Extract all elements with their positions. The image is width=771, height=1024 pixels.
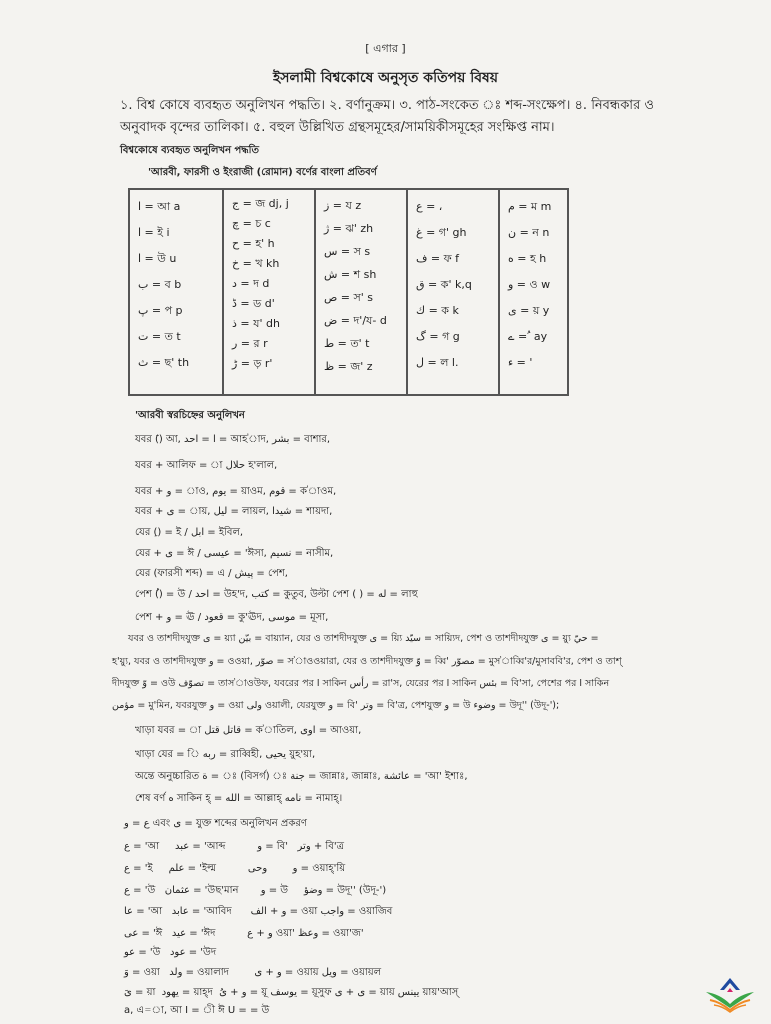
page-number: [ এগার ] <box>365 42 406 55</box>
table-cell: س = স s <box>324 245 371 258</box>
vowel-line: যবর + و = াও, يوم = য়াওম, قوم = ক'াওম, <box>135 486 337 497</box>
table-cell: ر = র r <box>232 337 268 350</box>
ain-line: ع = 'ই علم = 'ইল্ম و وحى = ওয়াহ্'য়ি <box>124 863 346 874</box>
shadda-line: مؤمن = মু'মিন, যবরযুক্ত و = ওয়া ولى ওয়ালী, যেরযুক্ত و = বি' وتر = বি'ত্র, পেশযুক্ত و = উ وضوء = উদূ'' (উদূ-'); <box>112 700 560 711</box>
table-cell: ڈ = ড d' <box>232 297 275 310</box>
table-cell: م = ম m <box>508 200 552 213</box>
table-cell: ط = ত' t <box>324 337 370 350</box>
table-cell: ص = স' s <box>324 291 374 304</box>
table-cell: ل = ল l. <box>416 356 459 369</box>
vowel-heading: 'আরবী স্বরচিহ্নের অনুলিখন <box>135 410 245 421</box>
shadda-line: হ'য়্যু, যবর ও তাশদীদযুক্ত و = ওওয়া, صوّر = স'াওওয়ারা, যের ও তাশদীদযুক্ত وّ = ব্বি' مصوّر = মুস'াব্বি'র/মুসাববি'র, পেশ ও তাশ্ <box>112 656 622 667</box>
vowel-line: যের + ى = ঈ / عيسى = 'ঈসা, نسيم = নাসীম, <box>135 548 334 559</box>
table-cell: ز = য z <box>324 199 362 212</box>
table-cell: ظ = জ' z <box>324 360 373 373</box>
table-cell: ن = ন n <box>508 226 550 239</box>
table-cell: ش = শ sh <box>324 268 377 281</box>
table-cell: ض = দ'/য- d <box>324 314 387 327</box>
vowel-line: যবর + ى = ায়, ليل = লায়ল, شيدا = শায়দা, <box>135 506 333 517</box>
ain-line: a, এ=া, আ I = ী ঈ U = = উ <box>124 1005 270 1016</box>
vowel-line: যের (ِ) = ই / ابل = ইবিল, <box>135 527 244 538</box>
table-cell: ت = ত t <box>138 330 181 343</box>
transliteration-table <box>128 188 569 396</box>
table-cell: ق = ক' k,q <box>416 278 472 291</box>
ain-line: ع = 'আ عبد = 'আব্দ و = বি' وتر + বি'ত্র <box>124 841 344 852</box>
table-cell: ى = য় y <box>508 304 550 317</box>
table-cell: ا = উ u <box>138 252 177 265</box>
table-cell: ه = হ h <box>508 252 547 265</box>
table-column-1 <box>129 189 223 395</box>
misc-line: অন্তে অনুচ্চারিত ة = ঃ (বিসর্গ) ঃ جنة = জান্নাঃ, জান্নাঃ, عائشة = 'আ' ইশাঃ, <box>135 771 468 782</box>
ain-line: ع = 'উ عثمان = 'উছ'মান و = উ وضؤ = উদূ'' (উদূ-') <box>124 885 387 896</box>
shadda-line: দীদযুক্ত وّ = ওউ تصوّف = তাস'াওউফ, যবরের পর ا সাকিন رأس = রা'স, যেরের পর ا সাকিন بئس = বি'সা, পেশের পর ا সাকিন <box>112 678 610 689</box>
table-cell: ذ = য' dh <box>232 317 280 330</box>
ain-line: عى = 'ঈ عيد = 'ঈদ و + ع ওয়া' وعظ = ওয়া'জ' <box>124 928 364 939</box>
table-cell: ے = ُ ay <box>508 330 548 343</box>
table-cell: ا = আ a <box>138 200 181 213</box>
intro-line-1: ১. বিশ্ব কোষে ব্যবহৃত অনুলিখন পদ্ধতি। ২. বর্ণানুক্রম। ৩. পাঠ-সংকেত ঃ শব্দ-সংক্ষেপ। ৪. নিবন্ধকার ও <box>120 98 654 113</box>
table-caption: 'আরবী, ফারসী ও ইংরাজী (রোমান) বর্ণের বাংলা প্রতিবর্ণ <box>148 167 377 178</box>
table-cell: ف = ফ f <box>416 252 460 265</box>
table-column-4 <box>407 189 499 395</box>
table-cell: چ = চ c <box>232 217 271 230</box>
vowel-line: যবর + আলিফ = া حلال হ'লাল, <box>135 460 278 471</box>
table-cell: خ = খ kh <box>232 257 280 270</box>
misc-line: খাড়া যবর = া قاتل قتل = ক'াতিল, اوى = আওয়া, <box>135 725 362 736</box>
table-cell: د = দ d <box>232 277 270 290</box>
ain-line: عا = 'আ عابد = 'আবিদ و + الف = ওয়া واجب = ওয়াজিব <box>124 906 393 917</box>
vowel-line: পেশ + و = ঊ / قعود = কু'ঊদ, موسى = মূসা, <box>135 612 329 623</box>
section-heading: বিশ্বকোষে ব্যবহৃত অনুলিখন পদ্ধতি <box>120 145 260 156</box>
table-column-2 <box>223 189 315 395</box>
table-cell: ح = হ' h <box>232 237 275 250</box>
ain-line: وَ = ওয়া ولد = ওয়ালাদ و + ى = ওয়ায় ويل = ওয়ায়ল <box>124 967 382 978</box>
table-cell: و = ও w <box>508 278 551 291</box>
misc-line: খাড়া যের = ি ربه = রাব্বিহী, يحيى য়ুহ'য়া, <box>135 749 316 760</box>
page-title: ইসলামী বিশ্বকোষে অনুসৃত কতিপয় বিষয় <box>273 70 498 86</box>
misc-line: শেষ বর্ণ ه সাকিন হ্ = الله = আল্লাহ্ نامه = নামাহ্। <box>135 793 343 804</box>
table-column-5 <box>499 189 568 395</box>
table-cell: ڑ = ড় r' <box>232 357 273 370</box>
intro-line-2: অনুবাদক বৃন্দের তালিকা। ৫. বহুল উল্লিখিত গ্রন্থসমূহের/সাময়িকীসমূহের সংক্ষিপ্ত নাম। <box>120 120 555 135</box>
table-cell: گ = গ g <box>416 330 460 343</box>
table-cell: ع = ، <box>416 200 443 213</box>
table-cell: ا = ই i <box>138 226 170 239</box>
vowel-line: যের (ফারসী শব্দ) = এ / پيش = পেশ, <box>135 568 288 579</box>
vowel-line: পেশ (ُ) = উ / احد = উহ'দ, كتب = কুতুব, উল্টা পেশ ( ) = له = লাহু <box>135 589 418 600</box>
book-logo-icon <box>698 974 762 1014</box>
table-cell: ء = ' <box>508 356 533 369</box>
table-cell: ث = ছ' th <box>138 356 190 369</box>
ain-line: ىَ = য়া يهود = য়াহ্দ و + ىُ = য়ূ يوسف = য়ূসুফ ى + ى = য়ায় يينس য়ায়'আস্ <box>124 987 459 998</box>
table-cell: غ = গ' gh <box>416 226 467 239</box>
table-cell: ج = জ dj, j <box>232 197 289 210</box>
table-cell: ب = ব b <box>138 278 182 291</box>
ain-line: عو = 'উ عود = 'উদ <box>124 947 217 958</box>
vowel-line: যবর (َ) আ, ا = احد = আহ'াদ, بشر = বাশার, <box>135 434 331 445</box>
ain-heading: ع = و এবং ى = যুক্ত শব্দের অনুলিখন প্রকরণ <box>124 818 307 829</box>
shadda-line: যবর ও তাশদীদযুক্ত ى = য়্যা بيّن = বায়্যান, যের ও তাশদীদযুক্ত ى = য়্যি سيّد = সায়্যিদ, পেশ ও তাশদীদযুক্ত ى = য়্যু حيّ = <box>128 633 599 644</box>
table-cell: ژ = ঝ' zh <box>324 222 374 235</box>
table-cell: پ = প p <box>138 304 183 317</box>
table-cell: ك = ক k <box>416 304 459 317</box>
table-column-3 <box>315 189 407 395</box>
